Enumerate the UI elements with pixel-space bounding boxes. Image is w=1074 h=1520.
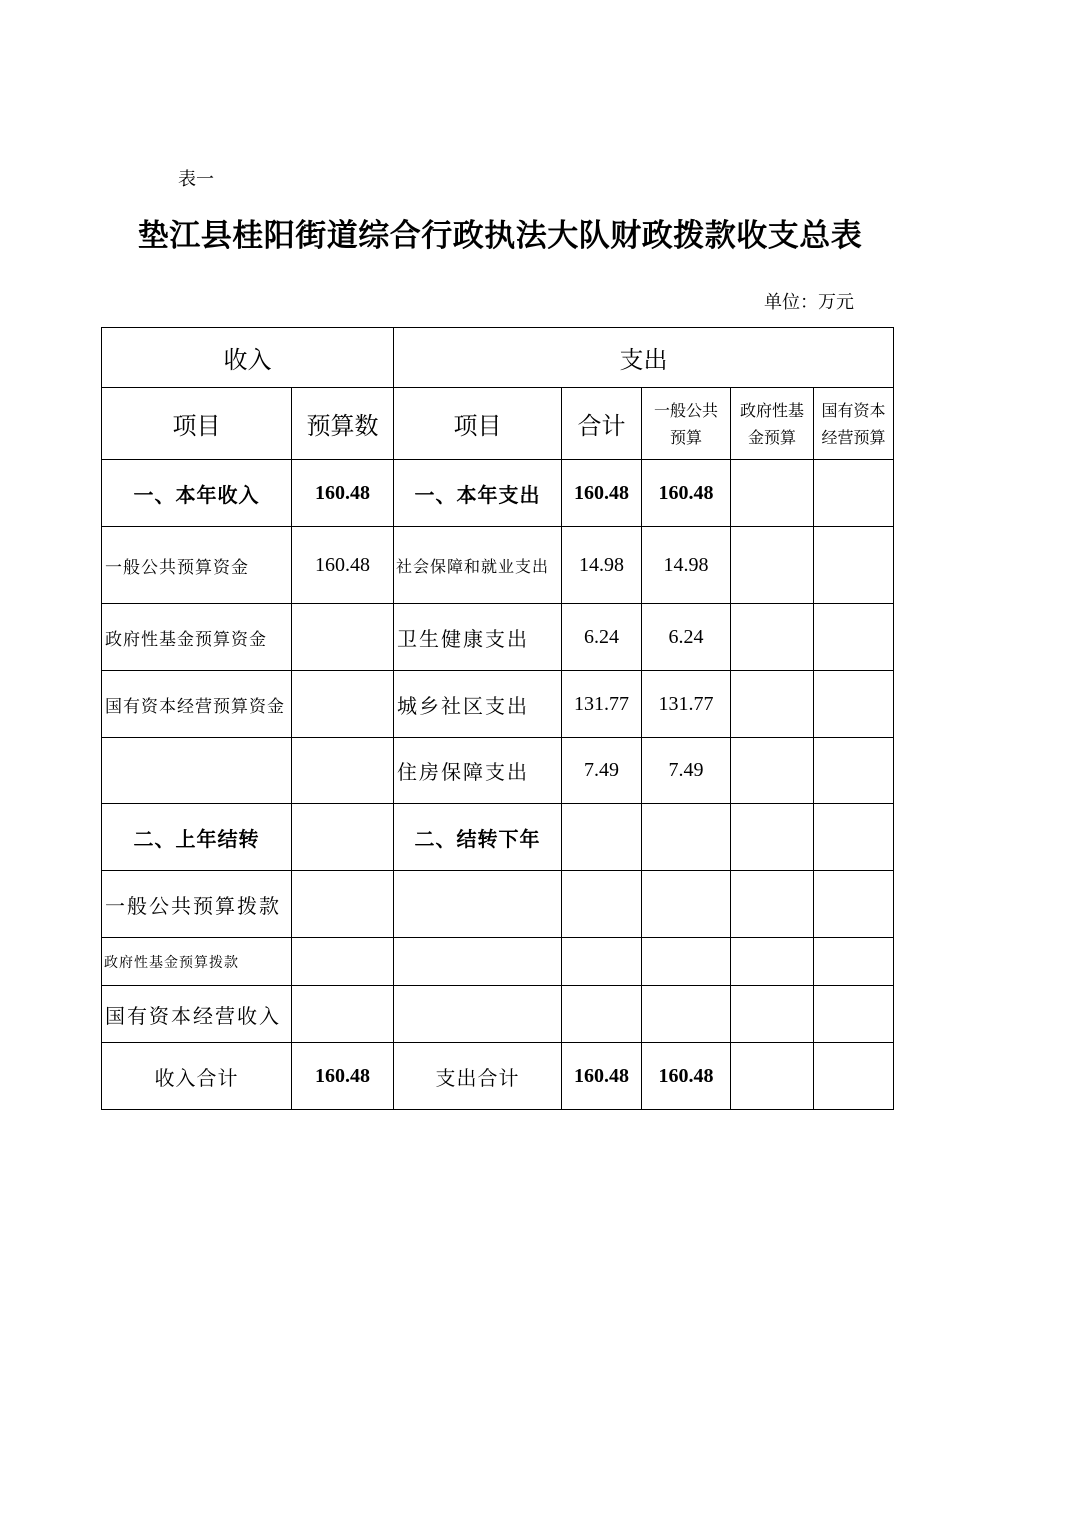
income-item: 一般公共预算资金 (102, 527, 292, 604)
state-value (814, 1043, 894, 1110)
state-value (814, 986, 894, 1043)
state-value (814, 671, 894, 738)
general-value: 160.48 (642, 460, 731, 527)
expense-item: 二、结转下年 (394, 804, 562, 871)
income-item-header: 项目 (102, 388, 292, 460)
expense-item: 住房保障支出 (394, 738, 562, 804)
fund-value (731, 738, 814, 804)
expense-item: 卫生健康支出 (394, 604, 562, 671)
income-value (292, 604, 394, 671)
income-value (292, 938, 394, 986)
gov-fund-header: 政府性基 金预算 (731, 388, 814, 460)
income-total-value: 160.48 (292, 1043, 394, 1110)
income-budget-header: 预算数 (292, 388, 394, 460)
table-row (102, 938, 894, 986)
total-value (562, 938, 642, 986)
expense-item: 城乡社区支出 (394, 671, 562, 738)
expense-total-label: 支出合计 (394, 1043, 562, 1110)
state-capital-header: 国有资本 经营预算 (814, 388, 894, 460)
state-value (814, 804, 894, 871)
income-value: 160.48 (292, 527, 394, 604)
total-value (562, 986, 642, 1043)
income-value (292, 738, 394, 804)
expense-item: 一、本年支出 (394, 460, 562, 527)
income-section-header: 收入 (102, 328, 394, 388)
income-item: 二、上年结转 (102, 804, 292, 871)
state-value (814, 604, 894, 671)
unit-label: 单位：万元 (764, 292, 854, 313)
table-row (102, 738, 894, 804)
expense-item: 社会保障和就业支出 (394, 527, 562, 604)
table-row (102, 671, 894, 738)
general-budget-header: 一般公共 预算 (642, 388, 731, 460)
income-item: 政府性基金预算拨款 (102, 938, 292, 986)
income-item: 国有资本经营预算资金 (102, 671, 292, 738)
fund-value (731, 986, 814, 1043)
state-value (814, 938, 894, 986)
general-value (642, 938, 731, 986)
general-value (642, 871, 731, 938)
income-value (292, 871, 394, 938)
income-value: 160.48 (292, 460, 394, 527)
general-value: 6.24 (642, 604, 731, 671)
expense-item (394, 938, 562, 986)
income-total-label: 收入合计 (102, 1043, 292, 1110)
fund-value (731, 938, 814, 986)
general-value (642, 986, 731, 1043)
total-value: 6.24 (562, 604, 642, 671)
fund-value (731, 460, 814, 527)
general-value: 131.77 (642, 671, 731, 738)
fund-value (731, 604, 814, 671)
table-row (102, 604, 894, 671)
total-header: 合计 (562, 388, 642, 460)
income-item: 一般公共预算拨款 (102, 871, 292, 938)
table-row (102, 460, 894, 527)
expense-item (394, 871, 562, 938)
expense-item-header: 项目 (394, 388, 562, 460)
income-item: 一、本年收入 (102, 460, 292, 527)
state-value (814, 460, 894, 527)
state-value (814, 871, 894, 938)
income-item (102, 738, 292, 804)
general-value: 7.49 (642, 738, 731, 804)
total-value: 7.49 (562, 738, 642, 804)
table-row (102, 804, 894, 871)
fund-value (731, 871, 814, 938)
fund-value (731, 671, 814, 738)
income-value (292, 986, 394, 1043)
general-value: 160.48 (642, 1043, 731, 1110)
table-row (102, 986, 894, 1043)
total-value: 14.98 (562, 527, 642, 604)
income-item: 政府性基金预算资金 (102, 604, 292, 671)
total-value: 160.48 (562, 460, 642, 527)
general-value: 14.98 (642, 527, 731, 604)
total-value (562, 804, 642, 871)
table-row (102, 527, 894, 604)
table-label: 表一 (178, 169, 214, 190)
fund-value (731, 527, 814, 604)
income-value (292, 804, 394, 871)
fund-value (731, 804, 814, 871)
fund-value (731, 1043, 814, 1110)
state-value (814, 527, 894, 604)
total-value (562, 871, 642, 938)
table-row (102, 871, 894, 938)
income-item: 国有资本经营收入 (102, 986, 292, 1043)
totals-row (102, 1043, 894, 1110)
income-value (292, 671, 394, 738)
expense-section-header: 支出 (394, 328, 894, 388)
state-value (814, 738, 894, 804)
total-value: 160.48 (562, 1043, 642, 1110)
total-value: 131.77 (562, 671, 642, 738)
expense-item (394, 986, 562, 1043)
page-title: 垫江县桂阳街道综合行政执法大队财政拨款收支总表 (137, 218, 863, 254)
general-value (642, 804, 731, 871)
budget-table (101, 327, 894, 1110)
